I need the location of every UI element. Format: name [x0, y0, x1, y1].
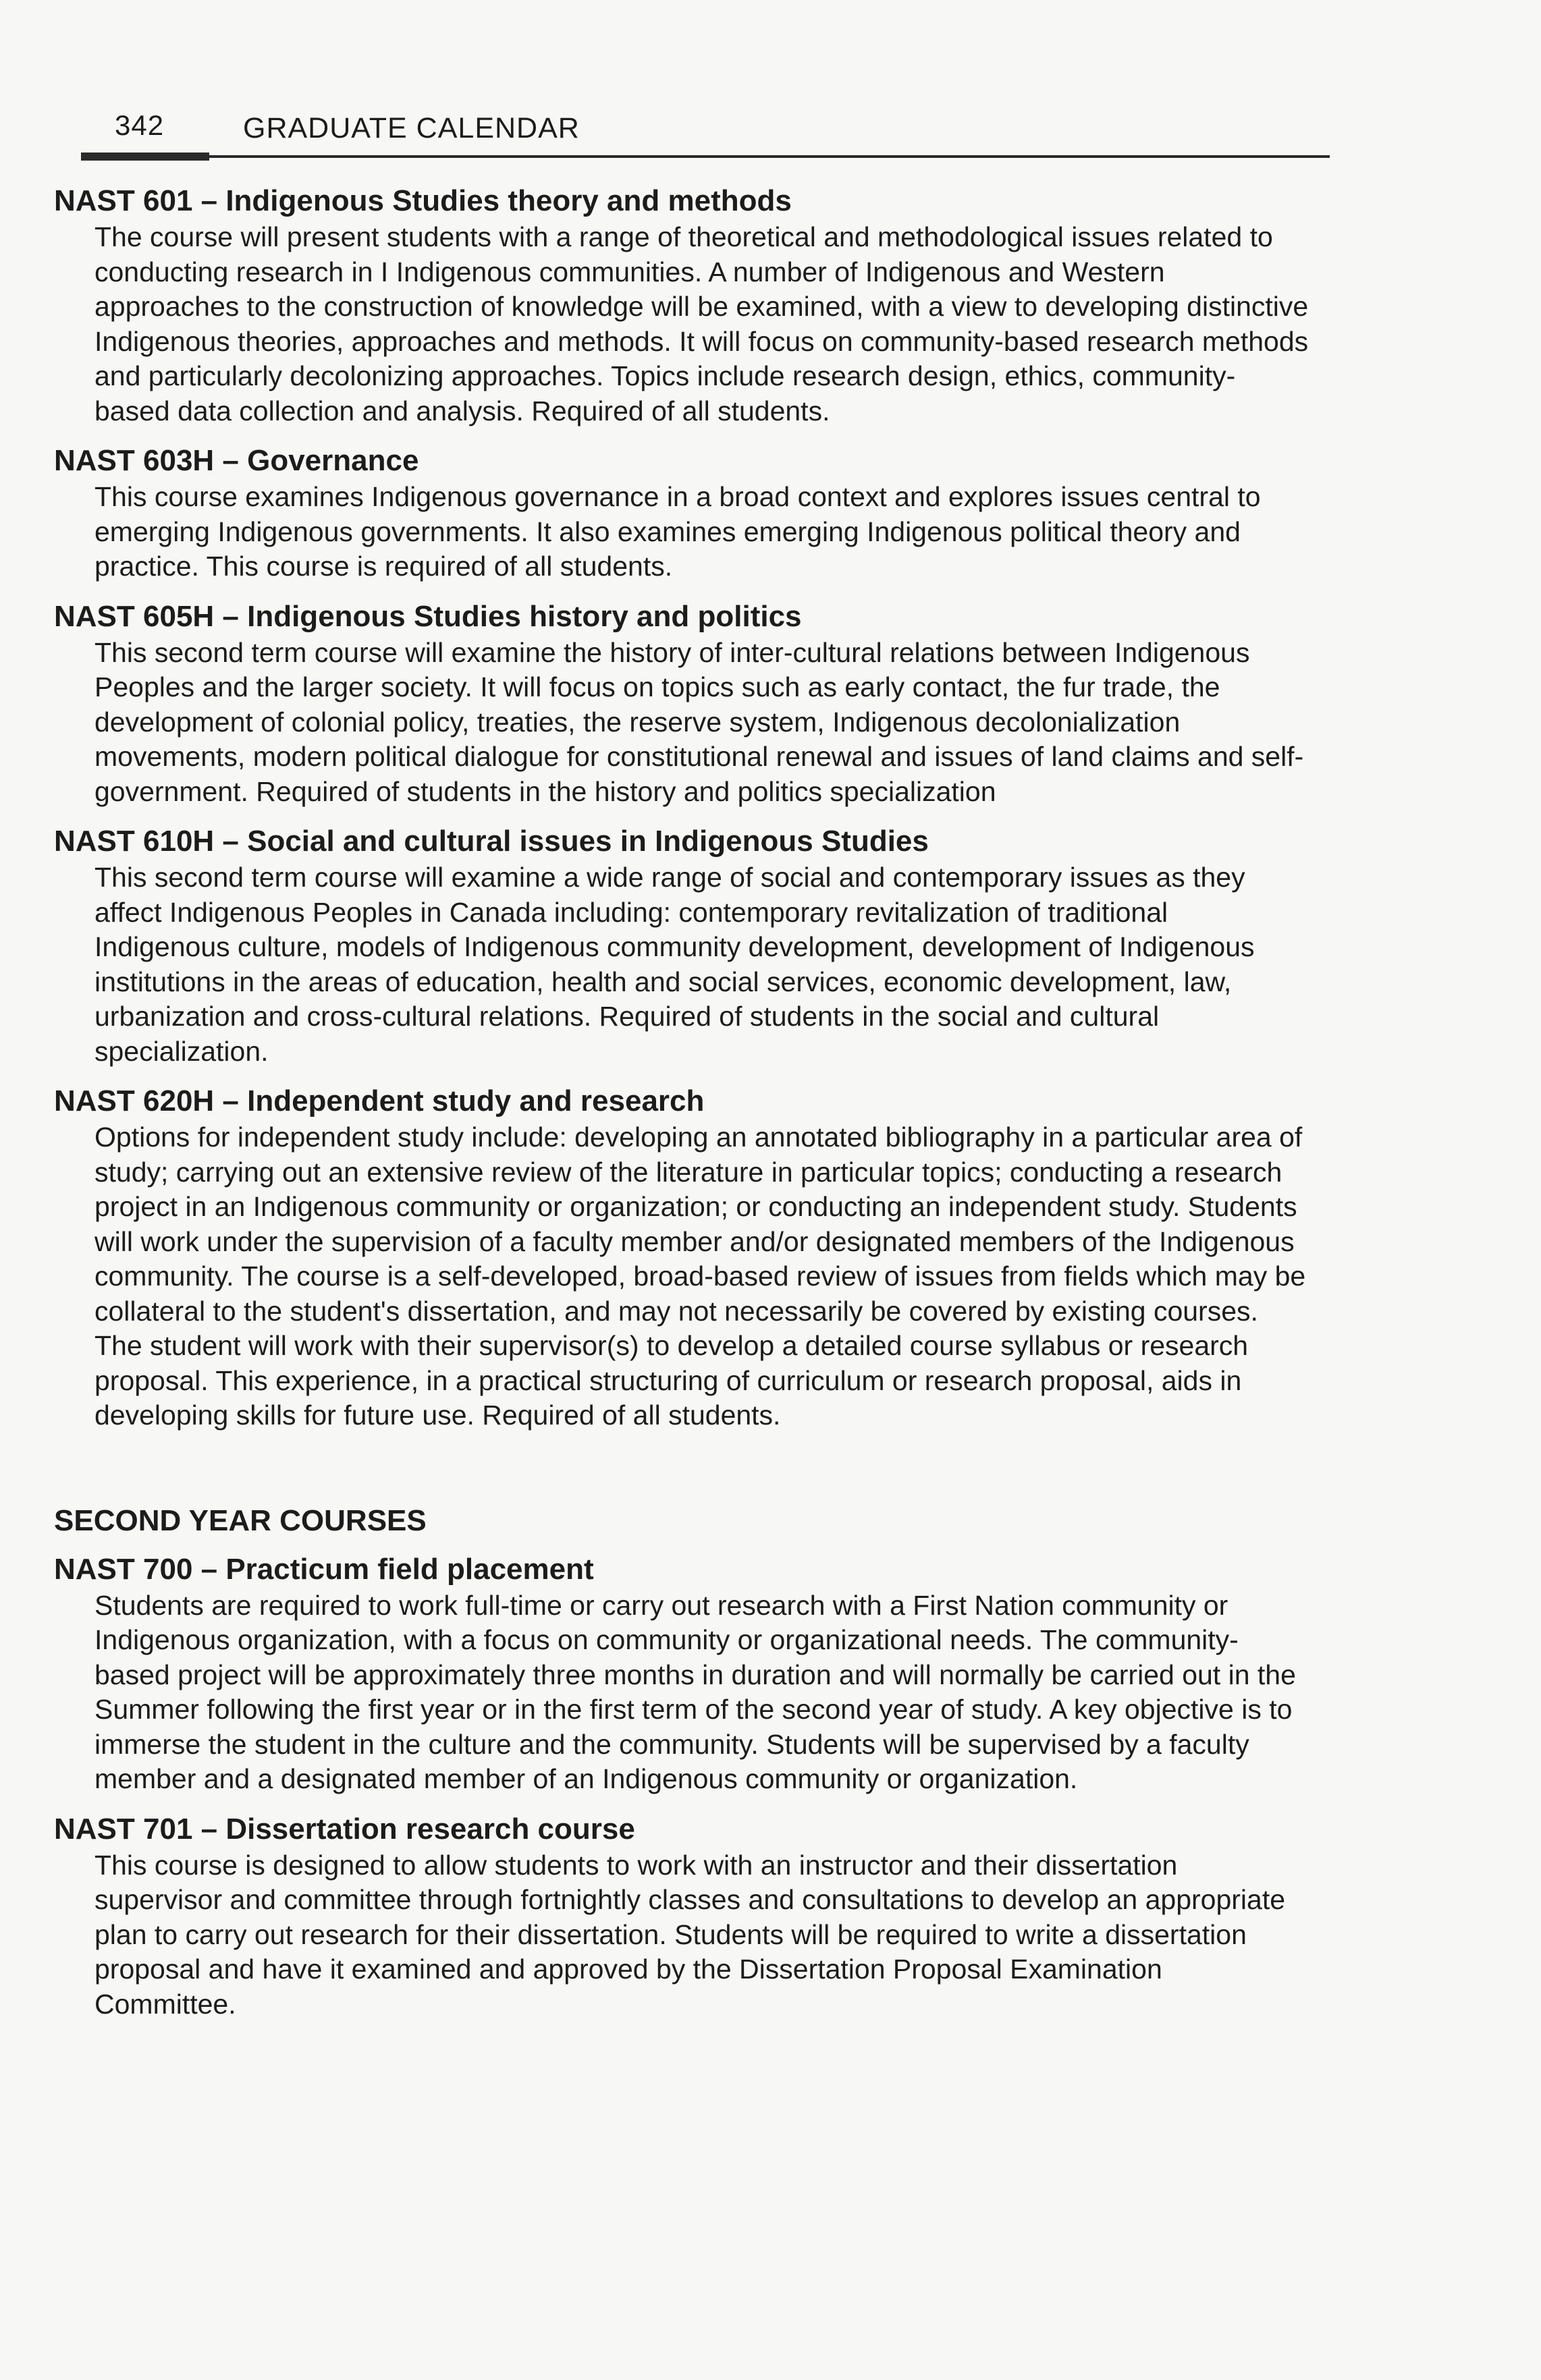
- course-entry-nast-701: [54, 1810, 1309, 2022]
- running-title: GRADUATE CALENDAR: [243, 112, 580, 144]
- course-entry-nast-610h: [54, 823, 1309, 1069]
- course-description: This course is designed to allow students to work with an instructor and their dissertation supervisor and committee through fortnightly classes and consultations to develop an appropriate plan to carry out research for their dissertation. Students will be required to write a dissertation proposal and have it examined and approved by the Dissertation Proposal Examination Committee.: [94, 1849, 1286, 2020]
- course-title: NAST 610H – Social and cultural issues in Indigenous Studies: [54, 825, 929, 858]
- course-entry-nast-601: [54, 182, 1309, 428]
- course-entry-nast-603h: [54, 442, 1309, 584]
- header-rule-thick: [81, 153, 209, 161]
- course-title: NAST 601 – Indigenous Studies theory and methods: [54, 184, 792, 217]
- course-description: This second term course will examine the history of inter-cultural relations between Indigenous Peoples and the larger society. It will focus on topics such as early contact, the fur trade, the development of colonial policy, treaties, the reserve system, Indigenous decolonialization movements, modern political dialogue for constitutional renewal and issues of land claims and self-government. Required of students in the history and politics specialization: [94, 636, 1304, 807]
- section-heading-second-year: SECOND YEAR COURSES: [54, 1503, 427, 1537]
- course-description: Students are required to work full-time or carry out research with a First Nation community or Indigenous organization, with a focus on community or organizational needs. The community-based project will be approximately three months in duration and will normally be carried out in the Summer following the first year or in the first term of the second year of study. A key objective is to immerse the student in the culture and the community. Students will be supervised by a faculty member and a designated member of an Indigenous community or organization.: [94, 1589, 1296, 1794]
- header-rule: [209, 155, 1330, 158]
- course-entry-nast-620h: [54, 1082, 1309, 1433]
- course-title: NAST 700 – Practicum field placement: [54, 1552, 594, 1586]
- course-entry-nast-700: [54, 1551, 1309, 1797]
- page-number: 342: [115, 109, 165, 141]
- course-title: NAST 603H – Governance: [54, 444, 419, 477]
- course-title: NAST 701 – Dissertation research course: [54, 1812, 635, 1846]
- course-entry-nast-605h: [54, 598, 1309, 810]
- course-description: This course examines Indigenous governance in a broad context and explores issues central to emerging Indigenous governments. It also examines emerging Indigenous political theory and practice. This course is required of all students.: [94, 481, 1261, 582]
- page-header: [81, 101, 1330, 162]
- course-description: Options for independent study include: developing an annotated bibliography in a particular area of study; carrying out an extensive review of the literature in particular topics; conducting a research project in an Indigenous community or organization; or conducting an independent study. Students will work under the supervision of a faculty member and/or designated members of the Indigenous community. The course is a self-developed, broad-based review of issues from fields which may be collateral to the student's dissertation, and may not necessarily be covered by existing courses. The student will work with their supervisor(s) to develop a detailed course syllabus or research proposal. This experience, in a practical structuring of curriculum or research proposal, aids in developing skills for future use. Required of all students.: [94, 1122, 1306, 1431]
- course-title: NAST 605H – Indigenous Studies history and politics: [54, 599, 802, 633]
- course-title: NAST 620H – Independent study and research: [54, 1084, 705, 1117]
- course-description: This second term course will examine a wide range of social and contemporary issues as they affect Indigenous Peoples in Canada including: contemporary revitalization of traditional Indigenous culture, models of Indigenous community development, development of Indigenous institutions in the areas of education, health and social services, economic development, law, urbanization and cross-cultural relations. Required of students in the social and cultural specialization.: [94, 862, 1255, 1067]
- course-description: The course will present students with a range of theoretical and methodological issues related to conducting research in I Indigenous communities. A number of Indigenous and Western approaches to the construction of knowledge will be examined, with a view to developing distinctive Indigenous theories, approaches and methods. It will focus on community-based research methods and particularly decolonizing approaches. Topics include research design, ethics, community-based data collection and analysis. Required of all students.: [94, 221, 1309, 426]
- course-listing: [54, 182, 1309, 2035]
